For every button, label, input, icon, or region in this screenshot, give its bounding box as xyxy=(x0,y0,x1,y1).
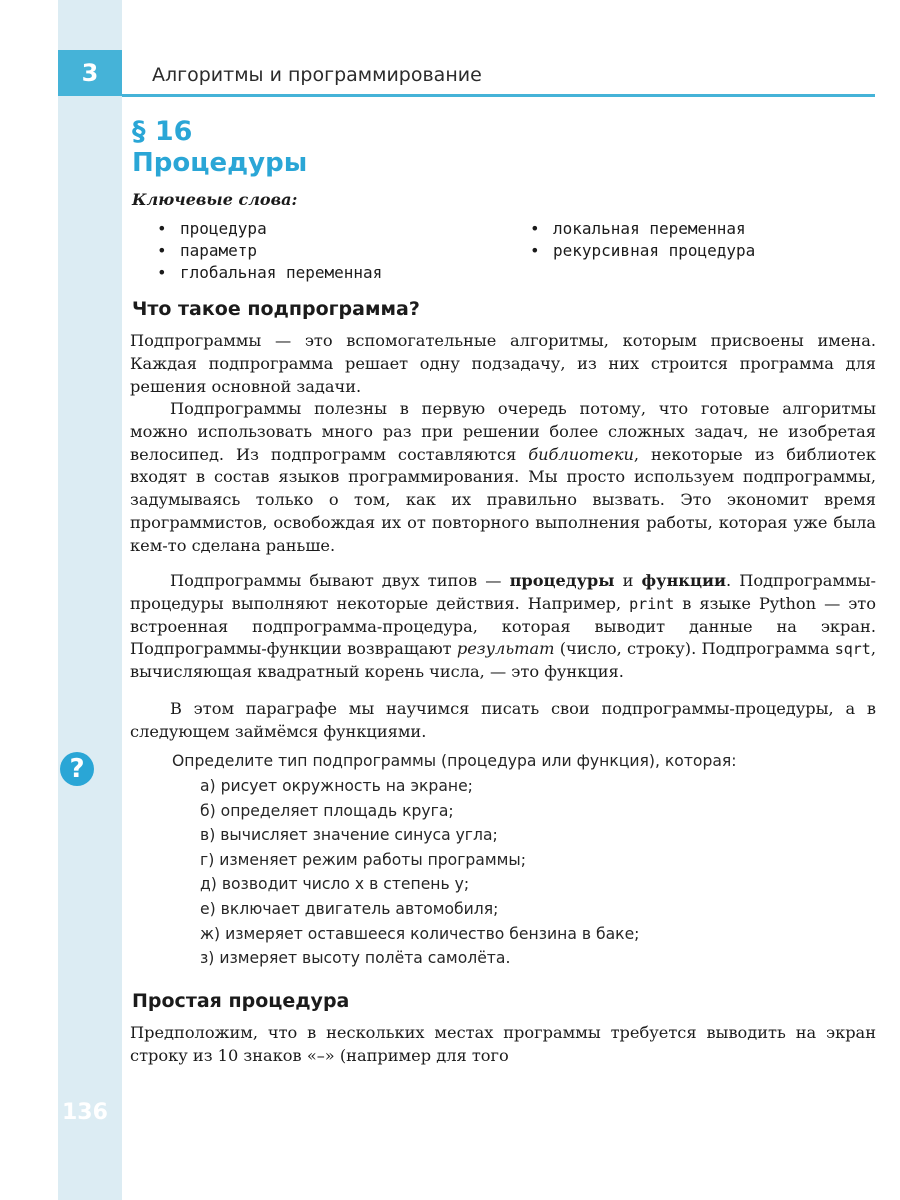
question-option: ж) измеряет оставшееся количество бензина в баке; xyxy=(200,924,640,943)
page-number: 136 xyxy=(62,1100,108,1125)
question-option: д) возводит число x в степень y; xyxy=(200,875,470,894)
question-options xyxy=(200,774,639,971)
keywords-list-right xyxy=(528,218,755,262)
question-mark-icon: ? xyxy=(60,752,94,786)
header-divider xyxy=(122,94,875,97)
keyword-item: • локальная переменная xyxy=(528,218,755,240)
subsection-title: Простая процедура xyxy=(132,990,350,1012)
keyword-item: • процедура xyxy=(155,218,382,240)
question-prompt: Определите тип подпрограммы (процедура или функция), которая: xyxy=(172,752,737,770)
keyword-item: • параметр xyxy=(155,240,382,262)
paragraph: Подпрограммы полезны в первую очередь потому, что готовые алгоритмы можно использовать много раз при решении более сложных задач, не изобретая велосипед. Из подпрограмм составляются библиотеки, некоторые из библиотек входят в состав языков программирования. Мы просто используем подпрограммы, задумываясь только о том, как их правильно вызвать. Это экономит время программистов, освобождая их от повторного выполнения работы, которая уже была кем-то сделана раньше. xyxy=(130,399,876,555)
section-number: § 16 xyxy=(132,116,193,147)
question-option: г) изменяет режим работы программы; xyxy=(200,850,526,869)
subsection-title: Что такое подпрограмма? xyxy=(132,298,420,320)
section-title: Процедуры xyxy=(132,148,308,178)
keywords-list-left xyxy=(155,218,382,284)
question-option: в) вычисляет значение синуса угла; xyxy=(200,826,498,845)
question-option: з) измеряет высоту полёта самолёта. xyxy=(200,949,511,968)
question-option: е) включает двигатель автомобиля; xyxy=(200,899,499,918)
paragraph: Предположим, что в нескольких местах программы требуется выводить на экран строку из 10 знаков «–» (например для того xyxy=(130,1023,876,1065)
paragraph: Подпрограммы бывают двух типов — процедуры и функции. Подпрограммы-процедуры выполняют некоторые действия. Например, print в языке Python — это встроенная подпрограмма-процедура, которая выводит данные на экран. Подпрограммы-функции возвращают результат (число, строку). Подпрограмма sqrt, вычисляющая квадратный корень числа, — это функция. xyxy=(130,571,877,682)
paragraph: Подпрограммы — это вспомогательные алгоритмы, которым присвоены имена. Каждая подпрограмма решает одну подзадачу, из них строится программа для решения основной задачи. xyxy=(130,331,876,396)
page-sidebar xyxy=(58,0,122,1200)
chapter-title: Алгоритмы и программирование xyxy=(152,64,482,86)
keywords-label: Ключевые слова: xyxy=(132,190,298,209)
keyword-item: • глобальная переменная xyxy=(155,262,382,284)
paragraph: В этом параграфе мы научимся писать свои подпрограммы-процедуры, а в следующем займёмся функциями. xyxy=(130,699,876,741)
keyword-item: • рекурсивная процедура xyxy=(528,240,755,262)
question-option: б) определяет площадь круга; xyxy=(200,801,454,820)
question-option: а) рисует окружность на экране; xyxy=(200,777,473,795)
chapter-number-tab: 3 xyxy=(58,50,122,96)
